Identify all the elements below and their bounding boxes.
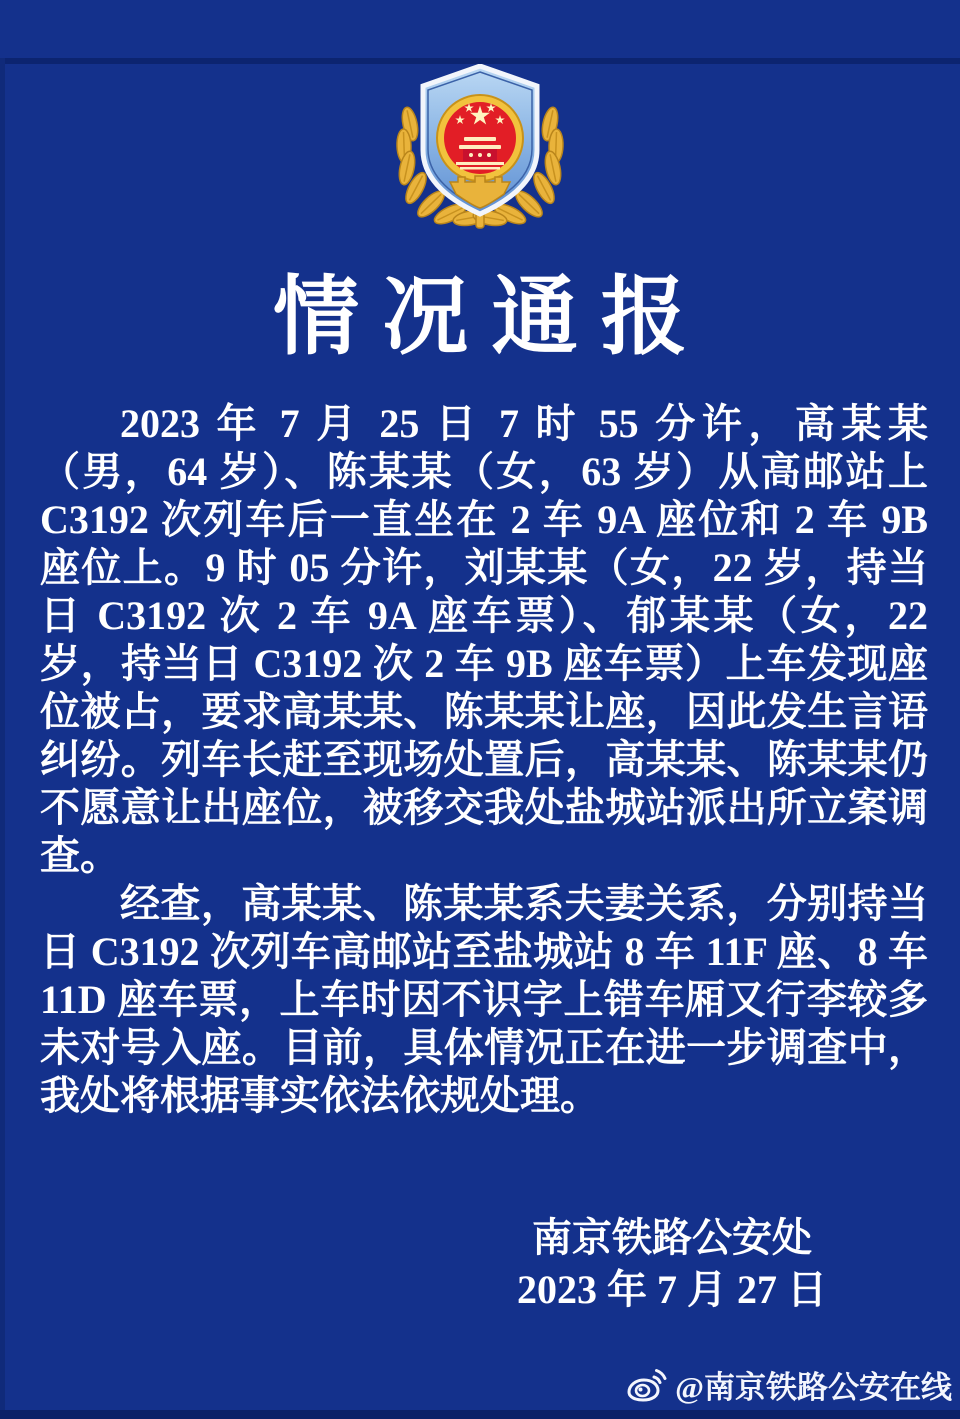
police-badge-svg <box>380 58 580 230</box>
signature-block <box>517 1212 827 1316</box>
weibo-icon <box>627 1368 667 1402</box>
signature-issuer: 南京铁路公安处 <box>532 1215 812 1260</box>
watermark <box>627 1362 952 1407</box>
notice-paragraph-1: 2023 年 7 月 25 日 7 时 55 分许，高某某（男，64 岁）、陈某某（女，63 岁）从高邮站上 C3192 次列车后一直坐在 2 车 9A 座位和 2 车 9B 座位上。9 时 05 分许，刘某某（女，22 岁，持当日 C3192 次 2 车 9A 座车票）、郁某某（女，22 岁，持当日 C3192 次 2 车 9B 座车票）上车发现座位被占，要求高某某、陈某某让座，因此发生言语纠纷。列车长赶至现场处置后，高某某、陈某某仍不愿意让出座位，被移交我处盐城站派出所立案调查。 <box>40 401 928 878</box>
bottom-edge-shade <box>0 1410 960 1419</box>
notice-paragraph-2: 经查，高某某、陈某某系夫妻关系，分别持当日 C3192 次列车高邮站至盐城站 8 车 11F 座、8 车 11D 座车票，上车时因不识字上错车厢又行李较多未对号入座。目前，具体情况正在进一步调查中，我处将根据事实依法依规处理。 <box>40 881 928 1118</box>
page-title: 情况通报 <box>273 269 711 365</box>
watermark-handle: @南京铁路公安在线 <box>675 1370 952 1405</box>
notice-body <box>40 400 928 1120</box>
top-edge-shade <box>0 58 960 64</box>
signature-date: 2023 年 7 月 27 日 <box>517 1267 827 1312</box>
left-edge-shade <box>0 58 5 1419</box>
police-badge-icon <box>380 58 580 230</box>
